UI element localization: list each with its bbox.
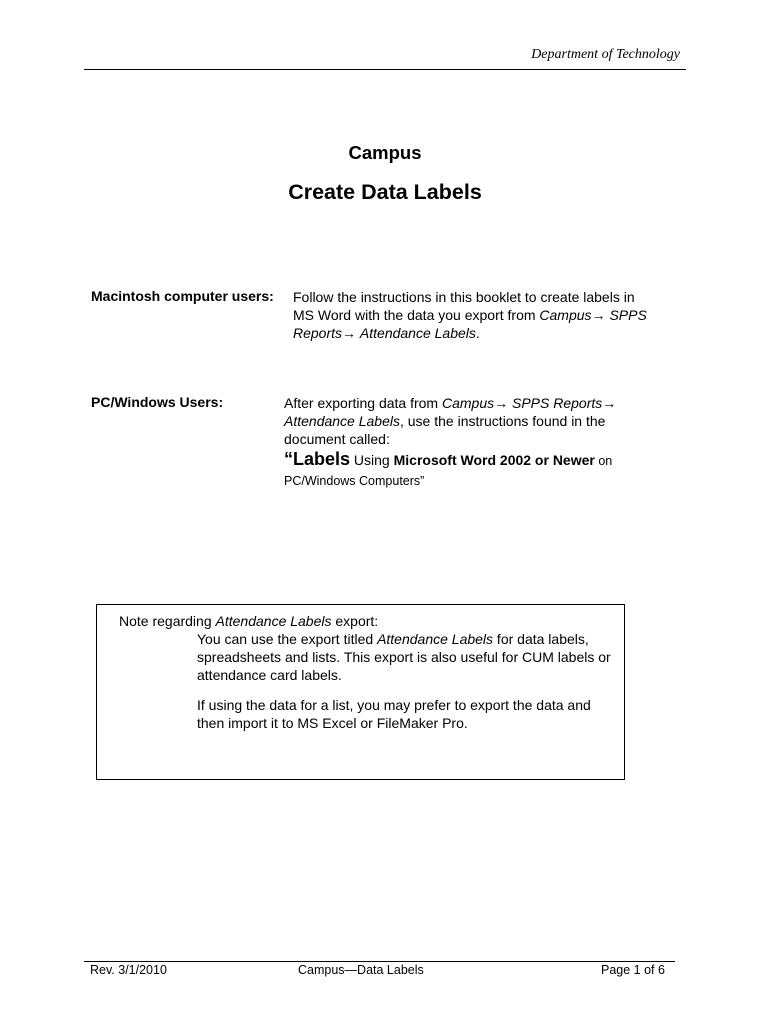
- pc-doc-computers: PC/Windows Computers”: [284, 474, 425, 488]
- pc-attendance-labels: Attendance Labels: [284, 413, 400, 429]
- arrow-right-icon: →: [342, 325, 357, 341]
- document-title: Create Data Labels: [288, 180, 482, 204]
- mac-campus-menu: Campus: [539, 307, 592, 323]
- footer-divider: [84, 961, 675, 962]
- pc-doc-labels: “Labels: [284, 449, 351, 469]
- arrow-right-icon: →: [591, 307, 606, 323]
- mac-attendance-labels: Attendance Labels: [359, 325, 476, 341]
- pc-doc-using: Using: [350, 452, 394, 468]
- pc-instructions: [284, 394, 684, 490]
- note-export-name: Attendance Labels: [377, 631, 494, 647]
- note-paragraph-1: You can use the export titled Attendance Labels for data labels, spreadsheets and lists. This export is also useful for CUM labels or attendance card labels.: [197, 631, 611, 683]
- arrow-right-icon: →: [602, 395, 617, 411]
- pc-line3-text: document called:: [284, 431, 390, 447]
- mac-spps-menu: SPPS: [609, 307, 647, 323]
- mac-line2-text: MS Word with the data you export from: [293, 307, 540, 323]
- pc-campus-menu: Campus: [441, 395, 495, 411]
- header-department: Department of Technology: [531, 47, 680, 62]
- note-attendance-labels: Attendance Labels: [215, 613, 332, 629]
- pc-users-label: PC/Windows Users:: [91, 394, 224, 410]
- pc-spps-reports-menu: SPPS Reports: [512, 395, 603, 411]
- note-paragraph-2: If using the data for a list, you may prefer to export the data and then import it to MS Excel or FileMaker Pro.: [197, 697, 591, 731]
- footer-page-number: Page 1 of 6: [601, 963, 665, 977]
- pc-line1-text: After exporting data from: [284, 395, 442, 411]
- note-box: [96, 604, 625, 780]
- mac-instructions: MS Word with the data you export from Campus→ SPPS Reports→ Attendance Labels.: [293, 307, 647, 341]
- footer-doc-name: Campus—Data Labels: [298, 963, 424, 977]
- header-divider: [84, 69, 686, 70]
- pc-doc-on: on: [594, 454, 613, 468]
- pc-doc-msword: Microsoft Word 2002 or Newer: [393, 452, 595, 468]
- arrow-right-icon: →: [494, 395, 509, 411]
- note-title: Note regarding Attendance Labels export:: [119, 613, 379, 629]
- document-subtitle: Campus: [348, 142, 422, 163]
- footer-revision: Rev. 3/1/2010: [90, 963, 167, 977]
- mac-users-label: Macintosh computer users:: [91, 288, 274, 304]
- mac-instructions-line1: Follow the instructions in this booklet to create labels in: [293, 289, 635, 305]
- mac-reports-menu: Reports: [293, 325, 343, 341]
- pc-line2-text: , use the instructions found in the: [399, 413, 606, 429]
